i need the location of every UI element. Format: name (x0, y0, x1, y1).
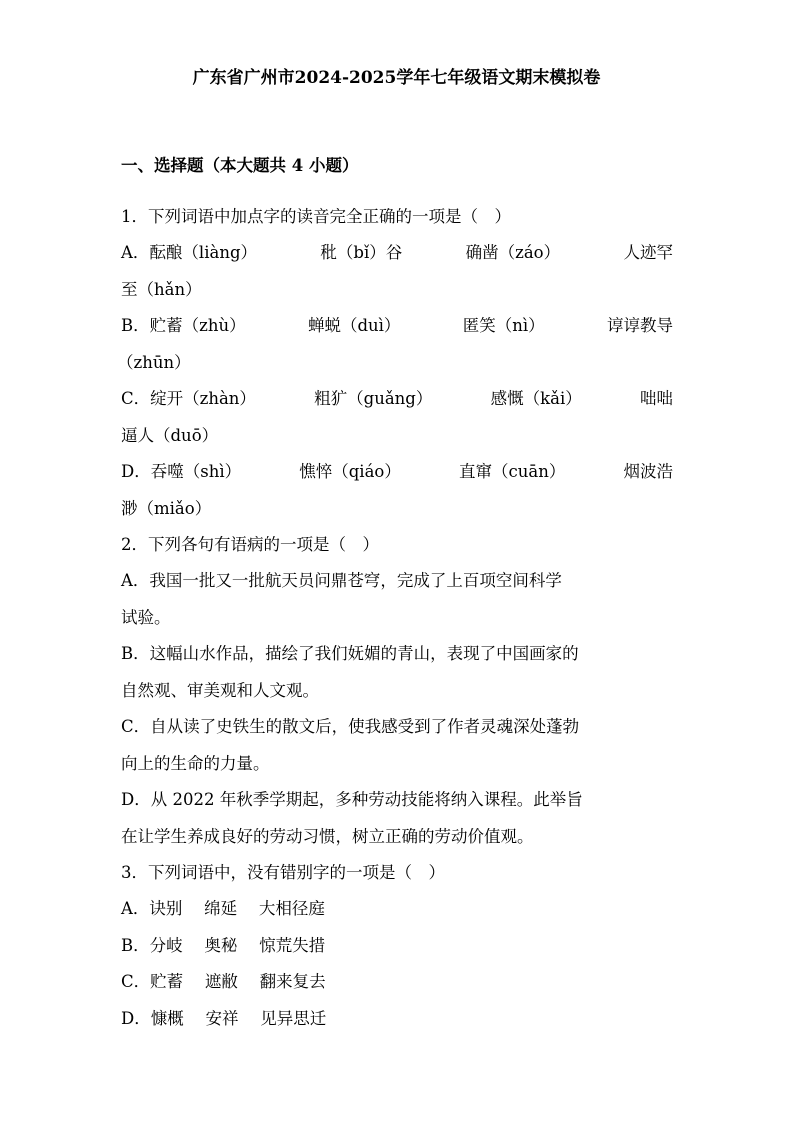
question-1-option-d (121, 460, 673, 484)
option-a-part-3: 确凿（záo） (465, 243, 561, 262)
option-d-part-4: 烟波浩 (623, 462, 673, 481)
question-1-option-b-wrap: （zhūn） (117, 353, 191, 372)
option-label: A． (121, 243, 150, 262)
question-1-option-a (121, 241, 673, 265)
option-label: C． (121, 389, 151, 408)
option-b-part-1 (121, 314, 246, 338)
question-3-option-b: B．分岐 奥秘 惊荒失措 (121, 936, 326, 955)
question-3-stem: 3．下列词语中，没有错别字的一项是（ ） (121, 863, 445, 882)
option-c-part-4: 咄咄 (639, 389, 673, 408)
option-d-part-2: 憔悴（qiáo） (299, 462, 401, 481)
option-b-part-4: 谆谆教导 (607, 316, 673, 335)
question-2-option-a-wrap: 试验。 (121, 608, 171, 627)
option-a-part-4: 人迹罕 (623, 243, 673, 262)
option-d-part-1 (121, 460, 241, 484)
question-2-option-d-wrap: 在让学生养成良好的劳动习惯，树立正确的劳动价值观。 (121, 827, 534, 846)
option-term: 绽开（zhàn） (150, 389, 256, 408)
option-b-part-2: 蝉蜕（duì） (307, 316, 401, 335)
option-c-part-2: 粗犷（guǎng） (314, 389, 433, 408)
question-3-option-d: D．慷概 安祥 见异思迁 (121, 1009, 327, 1028)
question-2-option-b-wrap: 自然观、审美观和人文观。 (121, 681, 319, 700)
option-term: 贮蓄（zhù） (149, 316, 246, 335)
question-2-option-c: C．自从读了史铁生的散文后，使我感受到了作者灵魂深处蓬勃 (121, 717, 580, 736)
question-1-option-b (121, 314, 673, 338)
option-c-part-3: 感慨（kǎi） (490, 389, 582, 408)
document-title: 广东省广州市2024-2025学年七年级语文期末模拟卷 (192, 68, 601, 88)
question-1-stem: 1．下列词语中加点字的读音完全正确的一项是（ ） (121, 207, 511, 226)
option-d-part-3: 直窜（cuān） (459, 462, 566, 481)
option-b-part-3: 匿笑（nì） (462, 316, 545, 335)
option-label: B． (121, 316, 150, 335)
question-1-option-c-wrap: 逼人（duō） (121, 426, 219, 445)
question-1-option-c (121, 387, 673, 411)
question-2-stem: 2．下列各句有语病的一项是（ ） (121, 535, 379, 554)
option-c-part-1 (121, 387, 256, 411)
option-a-part-2: 秕（bǐ）谷 (320, 243, 403, 262)
question-2-option-c-wrap: 向上的生命的力量。 (121, 754, 270, 773)
question-2-option-d: D．从 2022 年秋季学期起，多种劳动技能将纳入课程。此举旨 (121, 790, 583, 809)
question-2-option-a: A．我国一批又一批航天员问鼎苍穹，完成了上百项空间科学 (121, 571, 562, 590)
question-2-option-b: B．这幅山水作品，描绘了我们妩媚的青山，表现了中国画家的 (121, 644, 579, 663)
option-term: 酝酿（liàng） (149, 243, 258, 262)
question-1-option-a-wrap: 至（hǎn） (121, 280, 202, 299)
question-3-option-c: C．贮蓄 遮敝 翻来复去 (121, 972, 326, 991)
option-a-part-1 (121, 241, 257, 265)
question-1-option-d-wrap: 渺（miǎo） (121, 499, 212, 518)
question-3-option-a: A．诀别 绵延 大相径庭 (121, 899, 325, 918)
section-heading: 一、选择题（本大题共 4 小题） (121, 156, 359, 175)
option-label: D． (121, 462, 151, 481)
option-term: 吞噬（shì） (150, 462, 242, 481)
